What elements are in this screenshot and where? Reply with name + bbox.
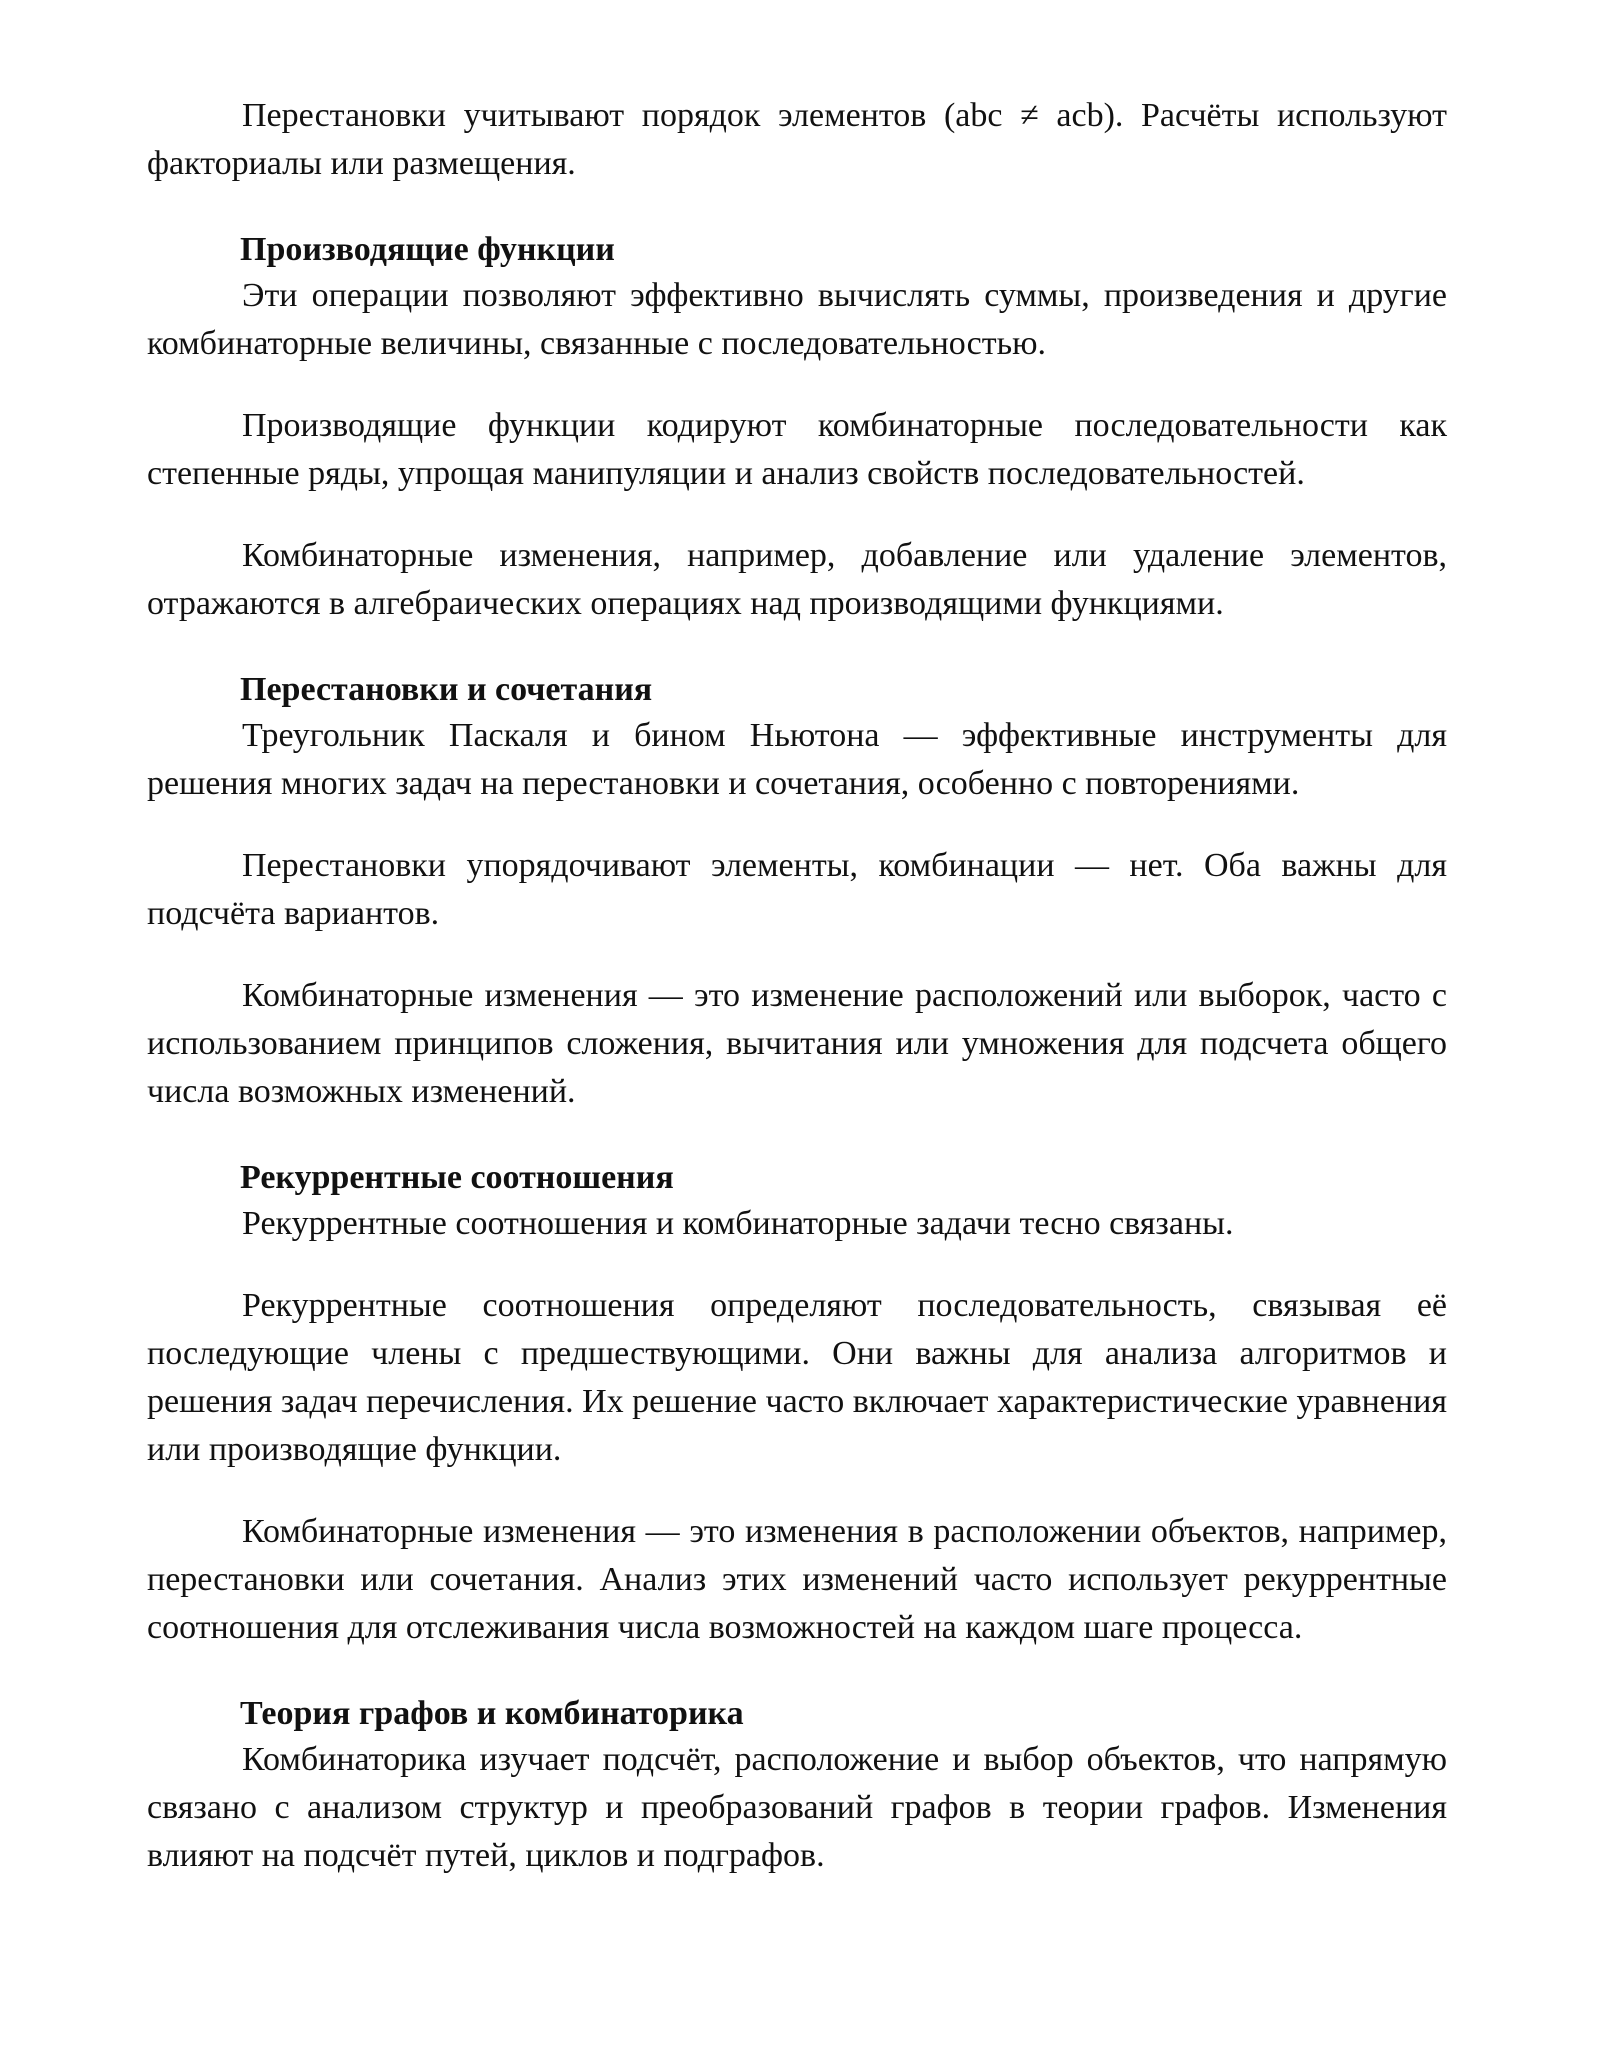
paragraph: Комбинаторные изменения — это изменения в расположении объектов, например, перестановки или сочетания. Анализ этих изменений часто использует рекуррентные соотношения для отслеживания числа возможностей на каждом шаге процесса.: [147, 1513, 1447, 1646]
document-page: [147, 92, 1447, 1880]
paragraph: Перестановки упорядочивают элементы, комбинации — нет. Оба важны для подсчёта вариантов.: [147, 847, 1447, 932]
paragraph: Комбинаторные изменения — это изменение расположений или выборок, часто с использованием принципов сложения, вычитания или умножения для подсчета общего числа возможных изменений.: [147, 977, 1447, 1110]
section-heading-recurrence-relations: Рекуррентные соотношения: [240, 1159, 674, 1196]
paragraph-intro: Перестановки учитывают порядок элементов (abc ≠ acb). Расчёты используют факториалы или размещения.: [147, 97, 1447, 182]
paragraph: Эти операции позволяют эффективно вычислять суммы, произведения и другие комбинаторные величины, связанные с последовательностью.: [147, 277, 1447, 362]
paragraph: Производящие функции кодируют комбинаторные последовательности как степенные ряды, упрощая манипуляции и анализ свойств последовательностей.: [147, 407, 1447, 492]
section-heading-permutations-combinations: Перестановки и сочетания: [240, 671, 653, 708]
paragraph: Рекуррентные соотношения определяют последовательность, связывая её последующие члены с предшествующими. Они важны для анализа алгоритмов и решения задач перечисления. Их решение часто включает характеристические уравнения или производящие функции.: [147, 1287, 1447, 1468]
paragraph: Треугольник Паскаля и бином Ньютона — эффективные инструменты для решения многих задач на перестановки и сочетания, особенно с повторениями.: [147, 717, 1447, 802]
section-heading-generating-functions: Производящие функции: [240, 231, 615, 268]
paragraph: Рекуррентные соотношения и комбинаторные задачи тесно связаны.: [242, 1205, 1234, 1242]
paragraph: Комбинаторика изучает подсчёт, расположение и выбор объектов, что напрямую связано с анализом структур и преобразований графов в теории графов. Изменения влияют на подсчёт путей, циклов и подграфов.: [147, 1741, 1447, 1874]
section-heading-graph-theory: Теория графов и комбинаторика: [240, 1695, 744, 1732]
paragraph: Комбинаторные изменения, например, добавление или удаление элементов, отражаются в алгебраических операциях над производящими функциями.: [147, 537, 1447, 622]
